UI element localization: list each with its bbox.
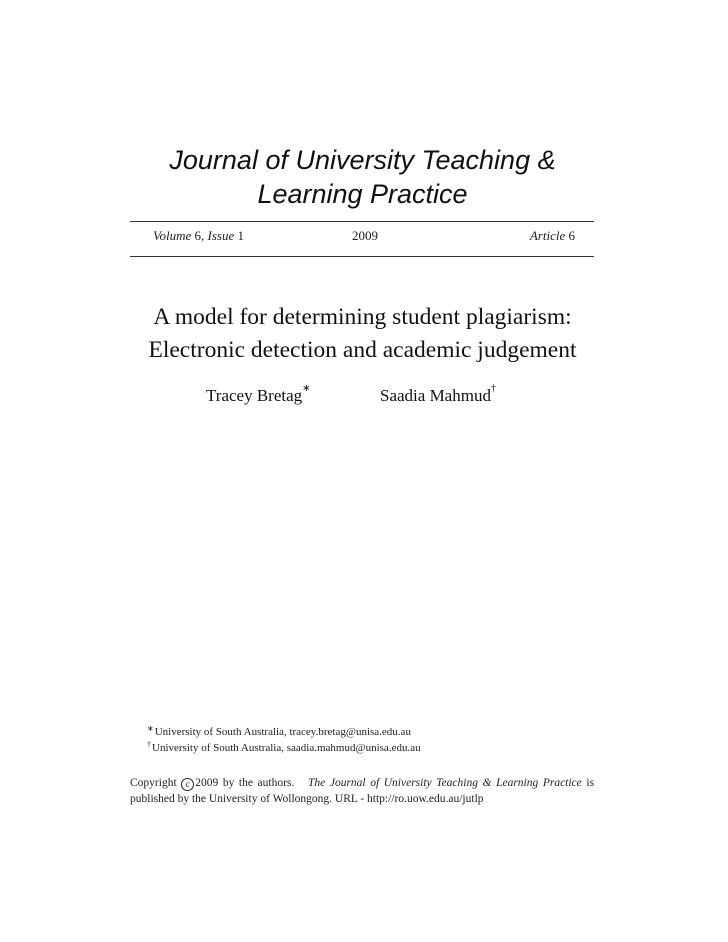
- journal-title-line2: Learning Practice: [257, 179, 468, 209]
- author-2: [380, 383, 496, 406]
- footnote-2-text: University of South Australia, saadia.mahmud@unisa.edu.au: [152, 742, 421, 754]
- author-1-name: Tracey Bretag: [206, 386, 303, 405]
- copyright-journal-name: The Journal of University Teaching & Learning Practice: [308, 777, 582, 789]
- footnote-2-mark: †: [147, 740, 151, 749]
- article-label: Article: [529, 228, 566, 243]
- paper-title-line1: A model for determining student plagiarism:: [153, 304, 572, 330]
- volume-issue: [153, 228, 244, 244]
- paper-title: [100, 301, 625, 367]
- volume-label: Volume: [153, 228, 192, 243]
- issue-number: 1: [237, 228, 244, 243]
- footnote-1-mark: ∗: [147, 724, 154, 733]
- copyright-text2: is published by the University of Wollongong. URL - http://ro.uow.edu.au/jutlp: [130, 777, 595, 805]
- footnote-1-text: University of South Australia, tracey.bretag@unisa.edu.au: [154, 726, 411, 738]
- author-1-mark: ∗: [302, 383, 311, 394]
- copyright-text1: 2009 by the authors.: [195, 777, 295, 789]
- copyright-prefix: Copyright: [130, 777, 177, 789]
- header-rule-top: [130, 221, 594, 222]
- volume-number: 6,: [194, 228, 205, 243]
- header-rule-bottom: [130, 256, 594, 257]
- author-1: [206, 383, 311, 406]
- issue-label: Issue: [207, 228, 235, 243]
- paper-title-line2: Electronic detection and academic judgement: [148, 337, 577, 363]
- footnote-1: [147, 726, 411, 738]
- journal-title-line1: Journal of University Teaching &: [169, 145, 556, 175]
- copyright-symbol: c: [181, 778, 194, 791]
- author-2-mark: †: [490, 383, 496, 394]
- copyright-notice: [130, 775, 594, 807]
- article-number: [530, 228, 575, 244]
- footnote-2: [147, 742, 421, 754]
- journal-title: [100, 143, 625, 211]
- article-value: 6: [568, 228, 575, 243]
- publication-year: 2009: [352, 228, 378, 243]
- author-2-name: Saadia Mahmud: [380, 386, 491, 405]
